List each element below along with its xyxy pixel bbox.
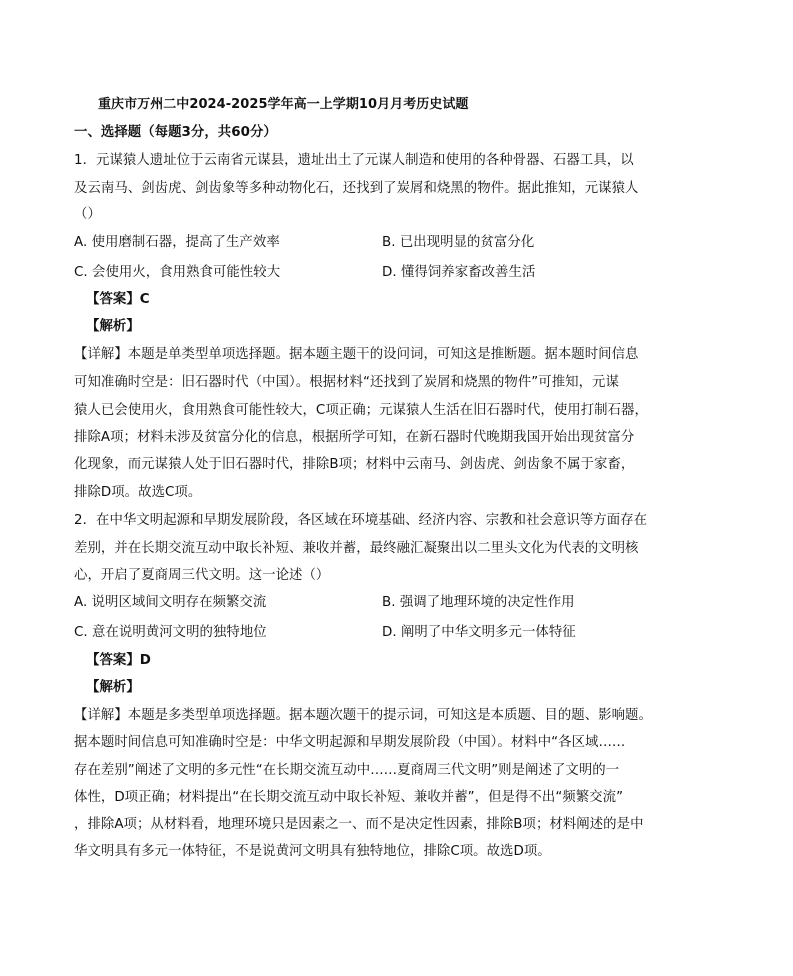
q1-detail-line-5: 化现象，而元谋猿人处于旧石器时代，排除B项；材料中云南马、剑齿虎、剑齿象不属于家畜， xyxy=(74,457,635,472)
q2-option-a: A. 说明区域间文明存在频繁交流 xyxy=(74,595,267,610)
q1-option-c: C. 会使用火，食用熟食可能性较大 xyxy=(74,265,281,280)
q1-detail-line-4: 排除A项；材料未涉及贫富分化的信息，根据所学可知，在新石器时代晚期我国开始出现贫富分 xyxy=(74,430,635,445)
q1-option-a: A. 使用磨制石器，提高了生产效率 xyxy=(74,235,280,250)
q1-option-d: D. 懂得饲养家畜改善生活 xyxy=(382,265,536,280)
document-title: 重庆市万州二中2024-2025学年高一上学期10月月考历史试题 xyxy=(98,97,469,112)
q1-detail-line-3: 猿人已会使用火，食用熟食可能性较大，C项正确；元谋猿人生活在旧石器时代，使用打制石器， xyxy=(74,403,648,418)
q2-detail-line-5: ，排除A项；从材料看，地理环境只是因素之一、而不是决定性因素，排除B项；材料阐述的是中 xyxy=(74,817,644,832)
q2-option-d: D. 阐明了中华文明多元一体特征 xyxy=(382,625,576,640)
q2-detail-line-4: 体性，D项正确；材料提出“在长期交流互动中取长补短、兼收并蓄”，但是得不出“频繁交流” xyxy=(74,790,624,805)
q2-detail-line-6: 华文明具有多元一体特征，不是说黄河文明具有独特地位，排除C项。故选D项。 xyxy=(74,844,551,859)
q1-stem-line-3: （） xyxy=(74,207,101,222)
q2-stem-line-1: 2．在中华文明起源和早期发展阶段，各区域在环境基础、经济内容、宗教和社会意识等方面存在 xyxy=(74,513,648,528)
q2-stem-line-2: 差别，并在长期交流互动中取长补短、兼收并蓄，最终融汇凝聚出以二里头文化为代表的文明核 xyxy=(74,541,639,556)
q1-detail-line-6: 排除D项。故选C项。 xyxy=(74,485,202,500)
q2-option-c: C. 意在说明黄河文明的独特地位 xyxy=(74,625,267,640)
q2-stem-line-3: 心，开启了夏商周三代文明。这一论述（） xyxy=(74,568,330,583)
q1-stem-line-2: 及云南马、剑齿虎、剑齿象等多种动物化石，还找到了炭屑和烧黑的物件。据此推知，元谋猿人 xyxy=(74,181,639,196)
q2-detail-line-1: 【详解】本题是多类型单项选择题。据本题次题干的提示词，可知这是本质题、目的题、影响题。 xyxy=(74,708,652,723)
q2-detail-line-2: 据本题时间信息可知准确时空是：中华文明起源和早期发展阶段（中国）。材料中“各区域…… xyxy=(74,735,626,750)
q1-answer: 【答案】C xyxy=(86,292,150,307)
q2-option-b: B. 强调了地理环境的决定性作用 xyxy=(382,595,575,610)
q1-detail-line-1: 【详解】本题是单类型单项选择题。据本题主题干的设问词，可知这是推断题。据本题时间信息 xyxy=(74,347,639,362)
q1-stem-line-1: 1．元谋猿人遗址位于云南省元谋县，遗址出土了元谋人制造和使用的各种骨器、石器工具，以 xyxy=(74,153,634,168)
q1-detail-line-2: 可知准确时空是：旧石器时代（中国）。根据材料“还找到了炭屑和烧黑的物件”可推知，元谋 xyxy=(74,375,619,390)
q2-analysis-label: 【解析】 xyxy=(86,680,140,695)
q1-analysis-label: 【解析】 xyxy=(86,319,140,334)
q1-option-b: B. 已出现明显的贫富分化 xyxy=(382,235,535,250)
section-heading: 一、选择题（每题3分，共60分） xyxy=(74,125,277,140)
q2-detail-line-3: 存在差别”阐述了文明的多元性“在长期交流互动中……夏商周三代文明”则是阐述了文明的一 xyxy=(74,763,620,778)
q2-answer: 【答案】D xyxy=(86,653,151,668)
